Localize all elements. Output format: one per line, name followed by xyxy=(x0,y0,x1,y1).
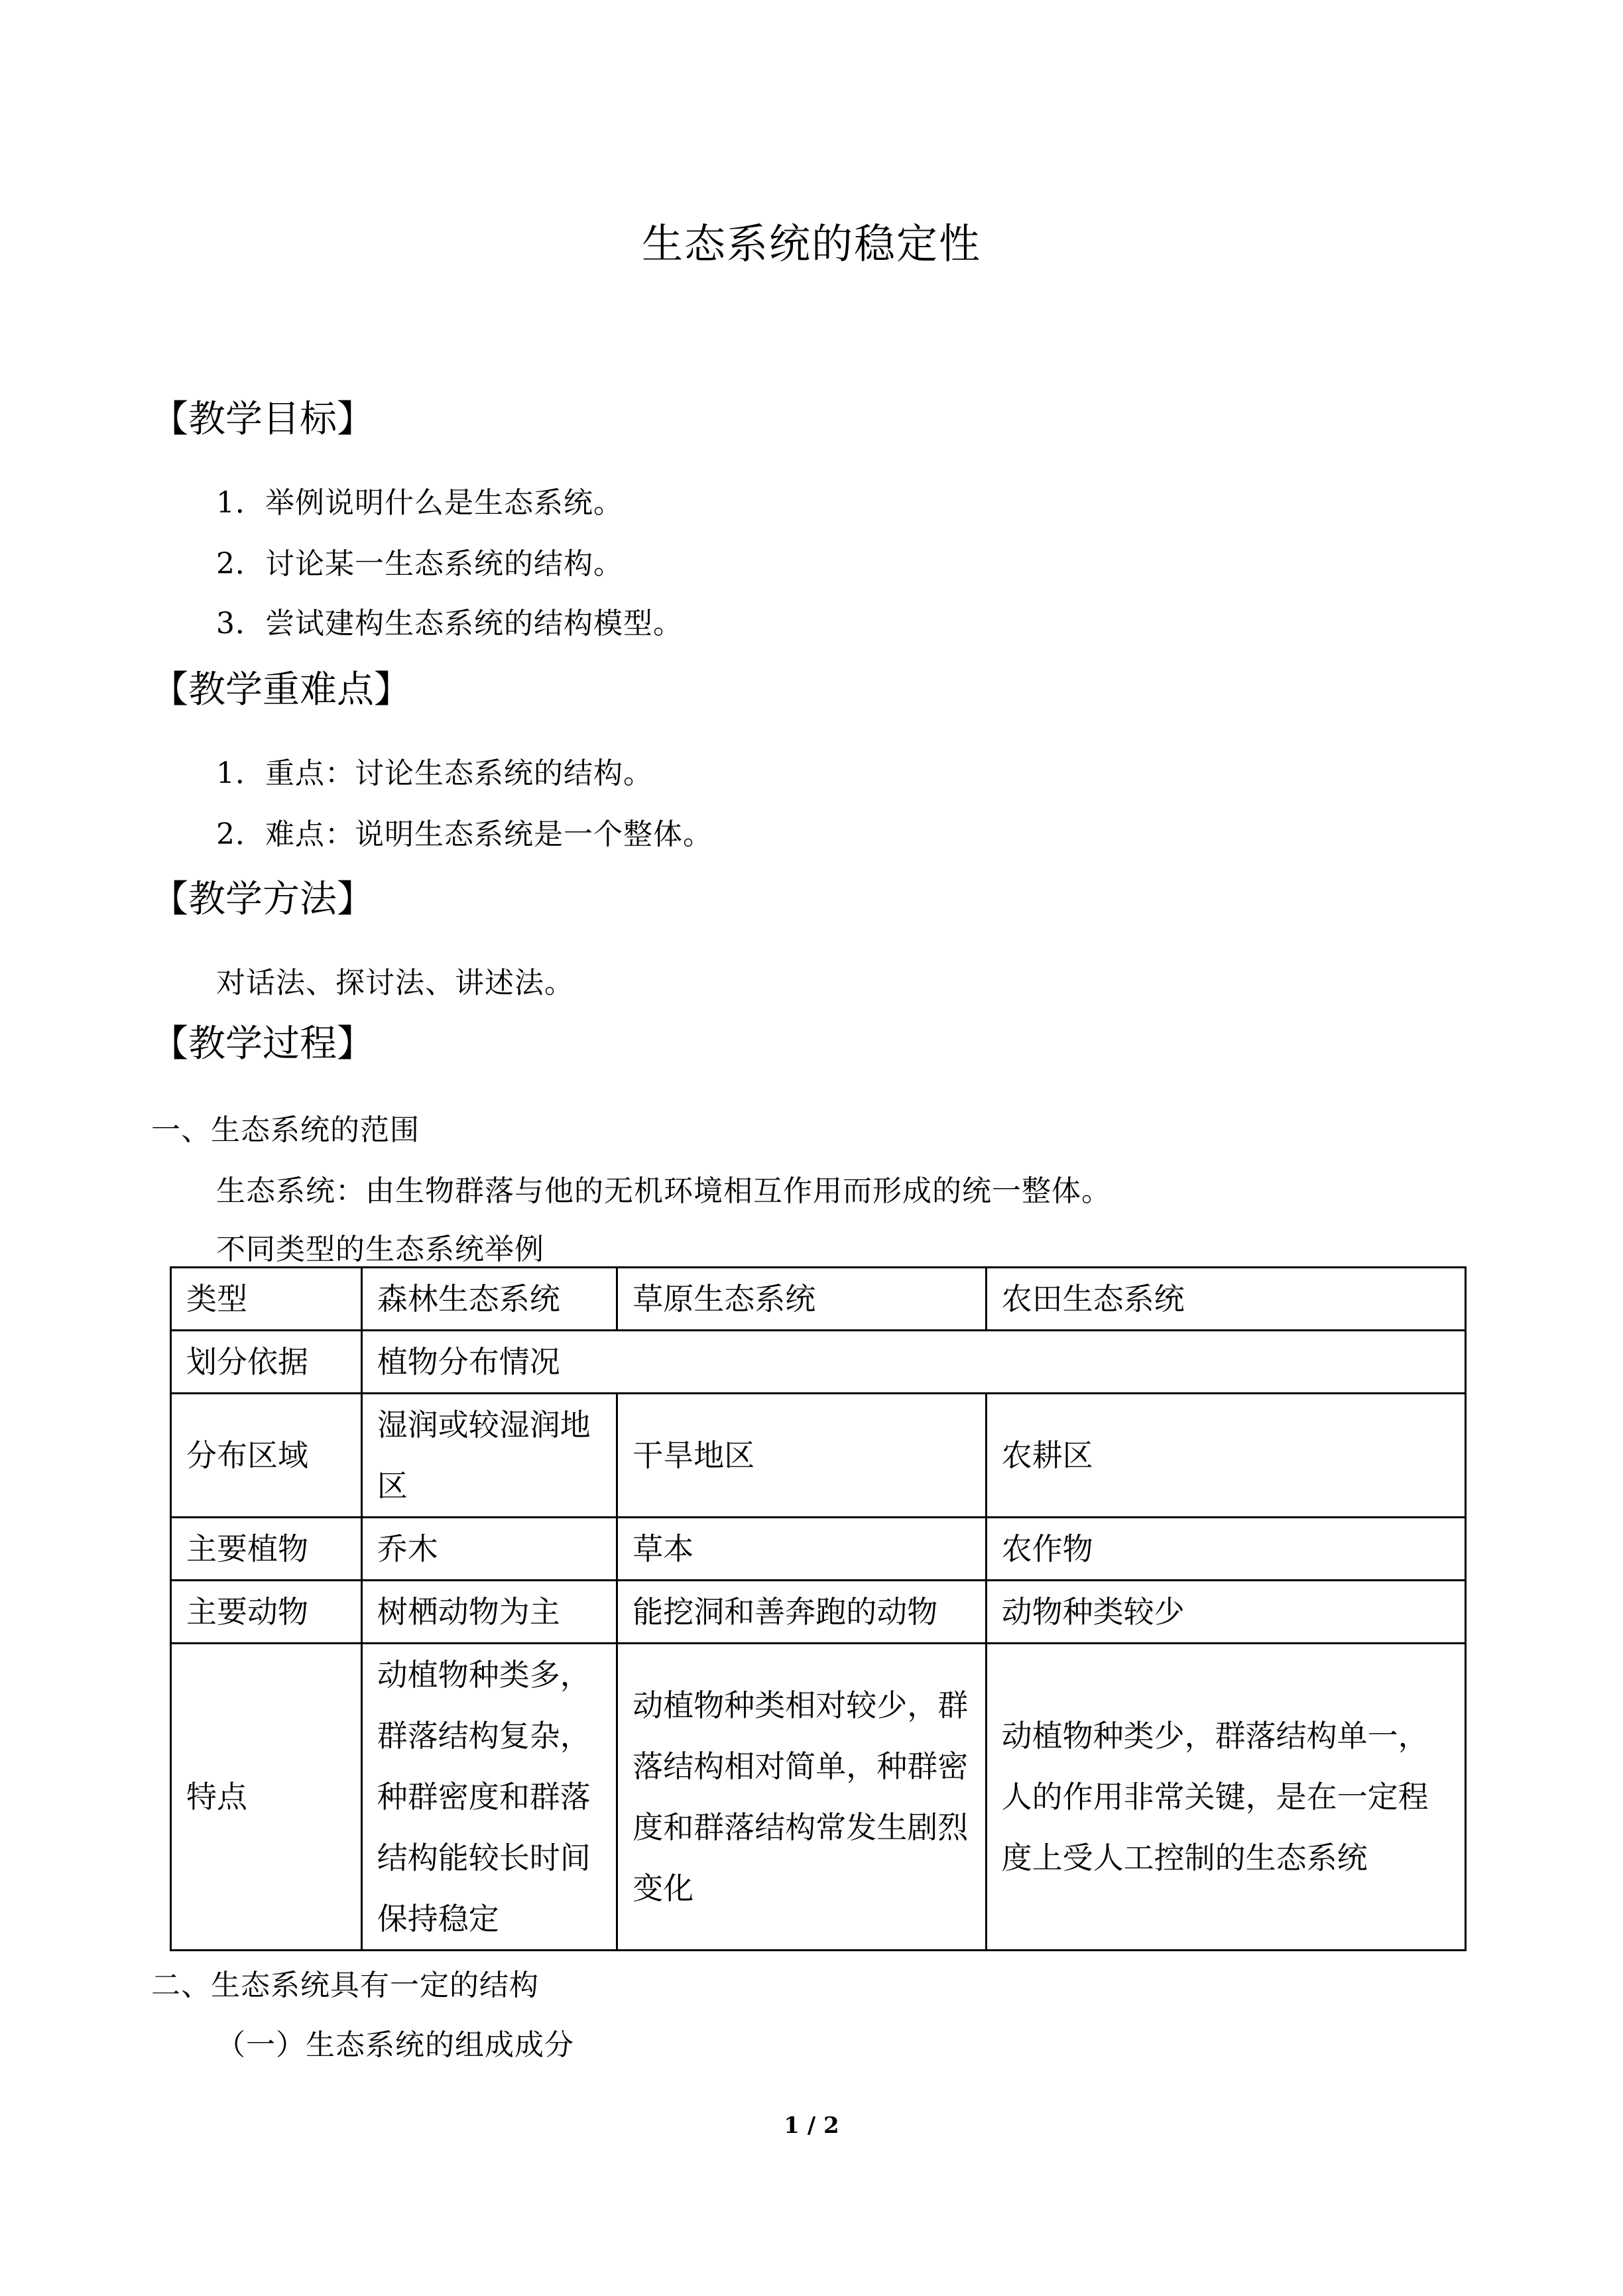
table-cell: 能挖洞和善奔跑的动物 xyxy=(617,1581,986,1644)
table-cell: 主要动物 xyxy=(171,1581,362,1644)
table-row xyxy=(171,1268,1466,1331)
table-cell: 分布区域 xyxy=(171,1394,362,1518)
table-row xyxy=(171,1394,1466,1518)
table-cell: 动植物种类相对较少，群落结构相对简单，种群密度和群落结构常发生剧烈变化 xyxy=(617,1644,986,1951)
heading-process: 【教学过程】 xyxy=(151,1022,374,1065)
heading-methods: 【教学方法】 xyxy=(151,878,374,921)
table-cell: 动物种类较少 xyxy=(986,1581,1465,1644)
table-row xyxy=(171,1518,1466,1581)
table-cell: 森林生态系统 xyxy=(361,1268,617,1331)
table-cell: 农田生态系统 xyxy=(986,1268,1465,1331)
table-row xyxy=(171,1581,1466,1644)
heading-objectives: 【教学目标】 xyxy=(151,398,374,441)
objective-item: 3．尝试建构生态系统的结构模型。 xyxy=(216,607,683,640)
objective-item: 1．举例说明什么是生态系统。 xyxy=(216,486,623,520)
table-cell: 动植物种类少，群落结构单一，人的作用非常关键，是在一定程度上受人工控制的生态系统 xyxy=(986,1644,1465,1951)
table-row xyxy=(171,1644,1466,1951)
process-part2-subtitle: （一）生态系统的组成成分 xyxy=(216,2028,574,2062)
table-cell: 草原生态系统 xyxy=(617,1268,986,1331)
key-point-item: 1．重点：讨论生态系统的结构。 xyxy=(216,756,653,790)
page-number: 1 / 2 xyxy=(784,2112,839,2139)
table-row xyxy=(171,1331,1466,1394)
table-cell: 干旱地区 xyxy=(617,1394,986,1518)
methods-text: 对话法、探讨法、讲述法。 xyxy=(216,966,574,1000)
table-caption: 不同类型的生态系统举例 xyxy=(216,1233,544,1266)
ecosystem-definition: 生态系统：由生物群落与他的无机环境相互作用而形成的统一整体。 xyxy=(216,1174,1111,1208)
table-cell: 主要植物 xyxy=(171,1518,362,1581)
table-cell: 农作物 xyxy=(986,1518,1465,1581)
table-cell: 农耕区 xyxy=(986,1394,1465,1518)
page-title: 生态系统的稳定性 xyxy=(641,219,981,268)
objective-item: 2．讨论某一生态系统的结构。 xyxy=(216,547,623,581)
table-cell: 乔木 xyxy=(361,1518,617,1581)
table-cell: 类型 xyxy=(171,1268,362,1331)
process-part2-title: 二、生态系统具有一定的结构 xyxy=(151,1968,539,2002)
table-cell: 草本 xyxy=(617,1518,986,1581)
table-cell: 植物分布情况 xyxy=(361,1331,1465,1394)
table-cell: 动植物种类多，群落结构复杂，种群密度和群落结构能较长时间保持稳定 xyxy=(361,1644,617,1951)
heading-key-points: 【教学重难点】 xyxy=(151,668,411,711)
ecosystem-table xyxy=(170,1266,1467,1951)
table-cell: 湿润或较湿润地区 xyxy=(361,1394,617,1518)
table-cell: 树栖动物为主 xyxy=(361,1581,617,1644)
key-point-item: 2．难点：说明生态系统是一个整体。 xyxy=(216,817,713,851)
table-cell: 特点 xyxy=(171,1644,362,1951)
table-cell: 划分依据 xyxy=(171,1331,362,1394)
process-part1-title: 一、生态系统的范围 xyxy=(151,1113,420,1147)
